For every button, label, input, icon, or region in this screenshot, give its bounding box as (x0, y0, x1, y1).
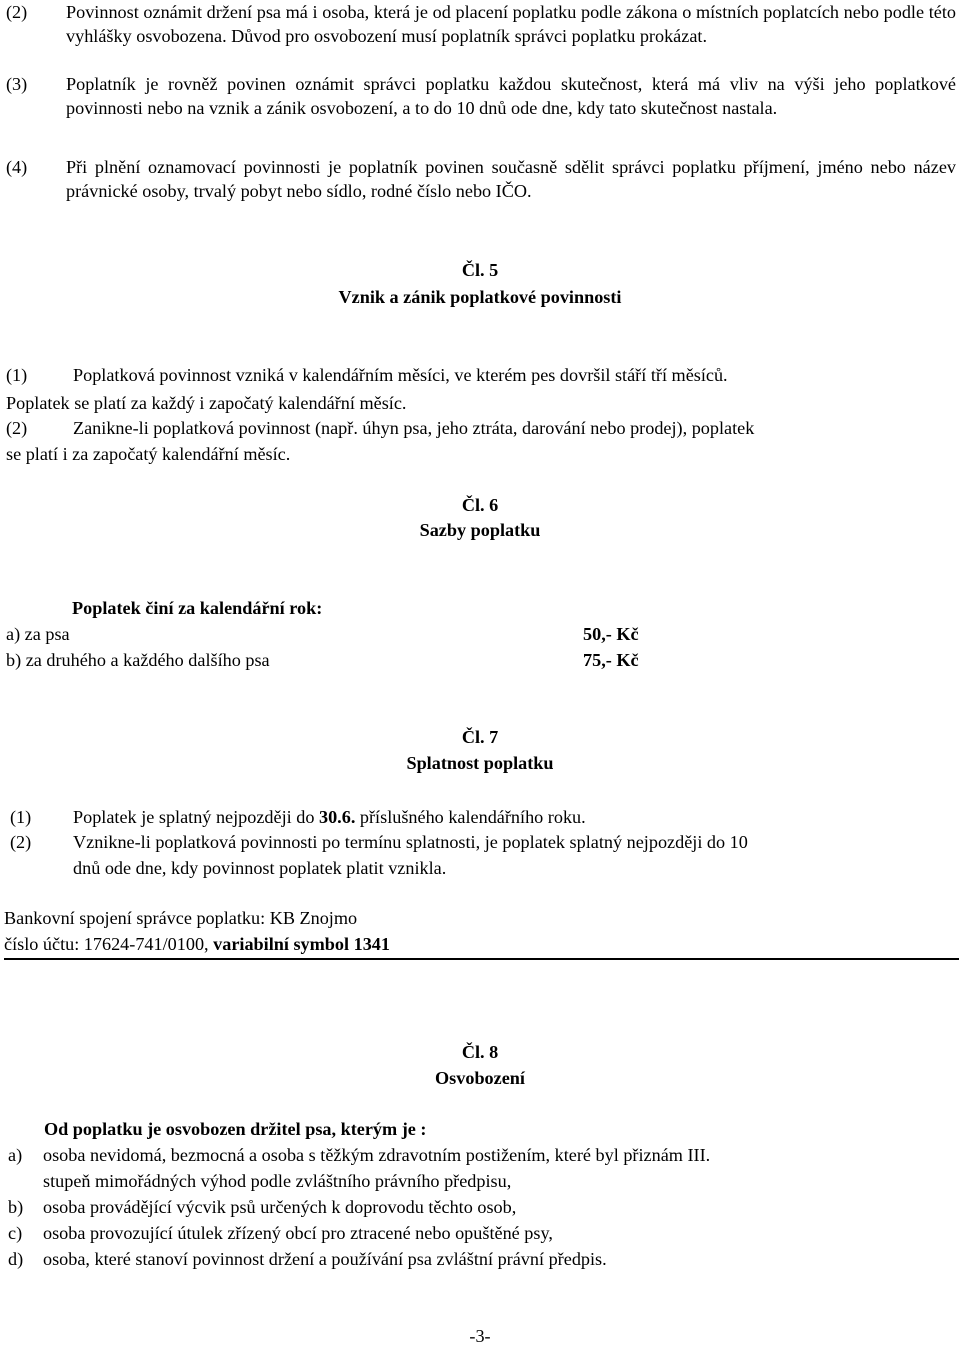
exemption-letter: b) (8, 1197, 24, 1217)
bank-account: číslo účtu: 17624-741/0100, variabilní symbol 1341 (4, 934, 390, 954)
paragraph-number: (2) (6, 2, 28, 22)
article-7-title: Splatnost poplatku (406, 753, 554, 773)
exemption-letter: c) (8, 1223, 23, 1243)
rate-amount: 75,- Kč (583, 650, 639, 670)
article-6-heading: Čl. 6 (461, 495, 499, 515)
article-7-item-text: dnů ode dne, kdy povinnost poplatek platit vznikla. (73, 858, 447, 878)
article-8-heading: Čl. 8 (461, 1042, 499, 1062)
bank-connection: Bankovní spojení správce poplatku: KB Znojmo (4, 908, 358, 928)
paragraph-text: Při plnění oznamovací povinnosti je poplatník povinen současně sdělit správci poplatku příjmení, jméno nebo název právnické osoby, trvalý pobyt nebo sídlo, rodné číslo nebo IČO. (66, 157, 956, 201)
article-5-item-number: (1) (6, 365, 28, 385)
exemption-text: osoba provádějící výcvik psů určených k doprovodu těchto osob, (43, 1197, 517, 1217)
divider-line (4, 958, 959, 960)
article-5-title: Vznik a zánik poplatkové povinnosti (338, 287, 622, 307)
exemption-text: stupeň mimořádných výhod podle zvláštního právního předpisu, (43, 1171, 512, 1191)
exemption-letter: a) (8, 1145, 23, 1165)
rates-subheading: Poplatek činí za kalendářní rok: (72, 598, 323, 618)
article-7-item-text: Poplatek je splatný nejpozději do 30.6. příslušného kalendářního roku. (73, 807, 586, 827)
article-5-heading: Čl. 5 (461, 260, 499, 280)
page-number: -3- (469, 1326, 491, 1346)
article-7-item-number: (2) (10, 832, 32, 852)
article-5-item-text: Poplatková povinnost vzniká v kalendářním měsíci, ve kterém pes dovršil stáří tří měsíců. (73, 365, 728, 385)
paragraph-number: (4) (6, 157, 28, 177)
paragraph-number: (3) (6, 74, 28, 94)
exemption-subheading: Od poplatku je osvobozen držitel psa, kterým je : (44, 1119, 427, 1139)
paragraph-text: Poplatník je rovněž povinen oznámit správci poplatku každou skutečnost, která má vliv na výši jeho poplatkové povinnosti nebo na vznik a zánik osvobození, a to do 10 dnů ode dne, kdy tato skutečnost nastala. (66, 74, 956, 118)
article-5-item-text: Poplatek se platí za každý i započatý kalendářní měsíc. (6, 393, 407, 413)
article-6-title: Sazby poplatku (419, 520, 541, 540)
article-5-item-number: (2) (6, 418, 28, 438)
article-7-item-number: (1) (10, 807, 32, 827)
article-7-heading: Čl. 7 (461, 727, 499, 747)
exemption-text: osoba provozující útulek zřízený obcí pro ztracené nebo opuštěné psy, (43, 1223, 553, 1243)
rate-label: a) za psa (6, 624, 70, 644)
article-5-item-text: Zanikne-li poplatková povinnost (např. úhyn psa, jeho ztráta, darování nebo prodej), poplatek (73, 418, 755, 438)
article-5-item-text: se platí i za započatý kalendářní měsíc. (6, 444, 291, 464)
article-8-title: Osvobození (435, 1068, 525, 1088)
article-7-item-text: Vznikne-li poplatková povinnosti po termínu splatnosti, je poplatek splatný nejpozději do 10 (73, 832, 748, 852)
exemption-letter: d) (8, 1249, 24, 1269)
rate-label: b) za druhého a každého dalšího psa (6, 650, 270, 670)
exemption-text: osoba nevidomá, bezmocná a osoba s těžkým zdravotním postižením, které byl přiznám III. (43, 1145, 711, 1165)
rate-amount: 50,- Kč (583, 624, 639, 644)
exemption-text: osoba, které stanoví povinnost držení a používání psa zvláštní právní předpis. (43, 1249, 607, 1269)
paragraph-text: Povinnost oznámit držení psa má i osoba, která je od placení poplatku podle zákona o místních poplatcích nebo podle této vyhlášky osvobozena. Důvod pro osvobození musí poplatník správci poplatku prokázat. (66, 2, 956, 46)
